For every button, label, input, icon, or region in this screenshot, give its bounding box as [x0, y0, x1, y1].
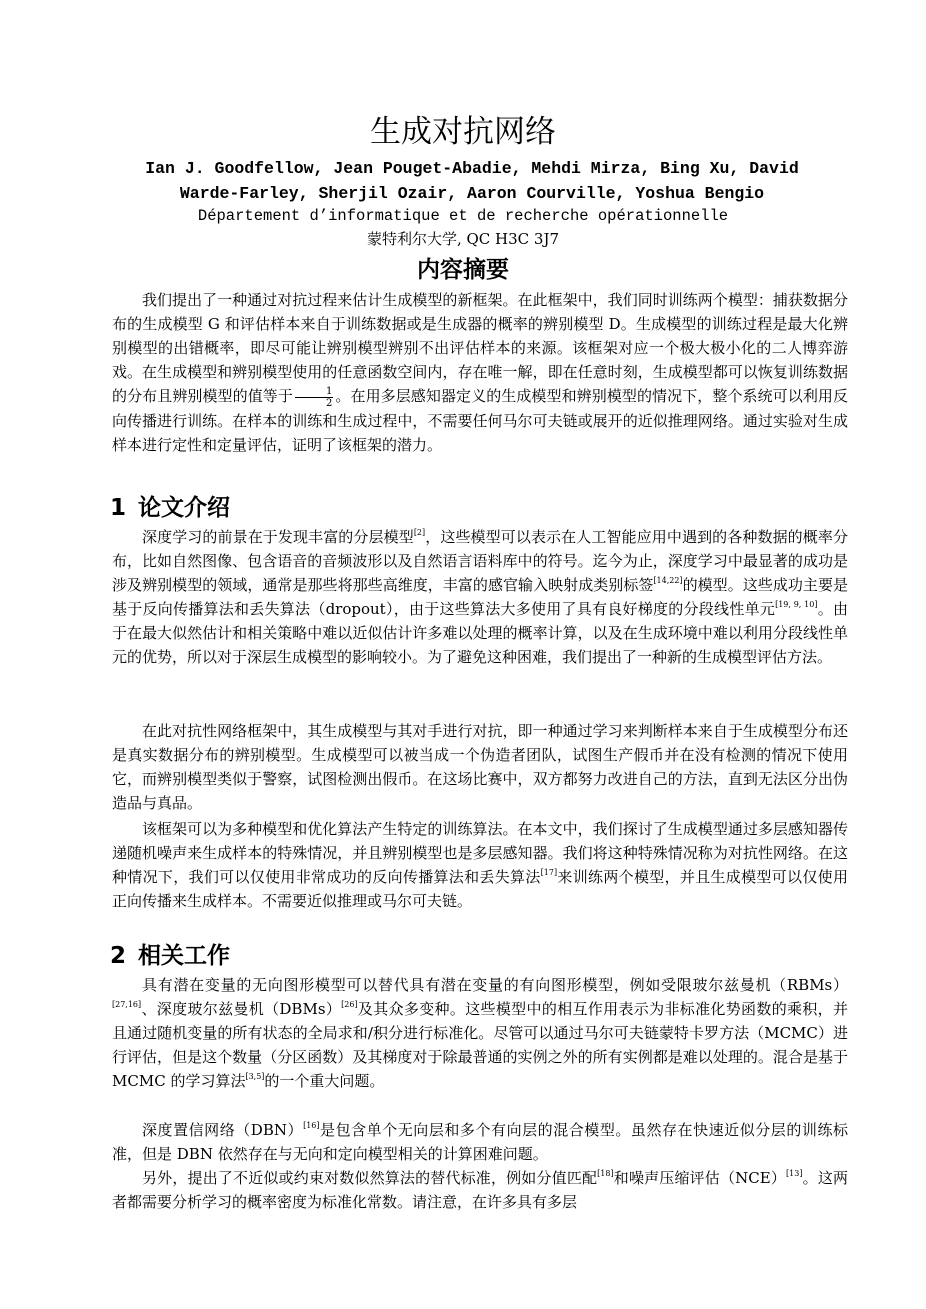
- affiliation-university: 蒙特利尔大学, QC H3C 3J7: [366, 230, 560, 248]
- citation: [3,5]: [245, 1072, 265, 1081]
- section-2-heading: 2 相关工作: [110, 943, 231, 969]
- section-1-paragraph-1: 深度学习的前景在于发现丰富的分层模型[2]，这些模型可以表示在人工智能应用中遇到的各种数据的概率分布，比如自然图像、包含语音的音频波形以及自然语言语料库中的符号。迄今为止，深度学习中最显著的成功是涉及辨别模型的领域，通常是那些将那些高维度，丰富的感官输入映射成类别标签[14,22]的模型。这些成功主要是基于反向传播算法和丢失算法（dropout），由于这些算法大多使用了具有良好梯度的分段线性单元[19, 9, 10]。由于在最大似然估计和相关策略中难以近似估计许多难以处理的概率计算，以及在生成环境中难以利用分段线性单元的优势，所以对于深层生成模型的影响较小。为了避免这种困难，我们提出了一种新的生成模型评估方法。: [112, 528, 848, 666]
- abstract-heading: 内容摘要: [417, 257, 509, 283]
- citation: [18]: [597, 1169, 614, 1178]
- section-1-paragraph-3: 该框架可以为多种模型和优化算法产生特定的训练算法。在本文中，我们探讨了生成模型通过多层感知器传递随机噪声来生成样本的特殊情况，并且辨别模型也是多层感知器。我们将这种特殊情况称为对抗性网络。在这种情况下，我们可以仅使用非常成功的反向传播算法和丢失算法[17]来训练两个模型，并且生成模型可以仅使用正向传播来生成样本。不需要近似推理或马尔可夫链。: [112, 820, 848, 910]
- citation: [17]: [540, 868, 558, 877]
- section-2-paragraph-1: 具有潜在变量的无向图形模型可以替代具有潜在变量的有向图形模型，例如受限玻尔兹曼机（RBMs）[27,16]、深度玻尔兹曼机（DBMs）[26]及其众多变种。这些模型中的相互作用表示为非标准化势函数的乘积，并且通过随机变量的所有状态的全局求和/积分进行标准化。尽管可以通过马尔可夫链蒙特卡罗方法（MCMC）进行评估，但是这个数量（分区函数）及其梯度对于除最普通的实例之外的所有实例都是难以处理的。混合是基于 MCMC 的学习算法[3,5]的一个重大问题。: [112, 976, 848, 1090]
- citation: [26]: [341, 1000, 358, 1009]
- citation: [2]: [413, 528, 426, 537]
- citation: [16]: [303, 1121, 320, 1130]
- fraction-one-half: $\frac{1}{2}$: [295, 386, 333, 409]
- section-1-heading: 1 论文介绍: [110, 495, 231, 521]
- author-list: Ian J. Goodfellow, Jean Pouget-Abadie, Mehdi Mirza, Bing Xu, David Warde-Farley, Sherjil Ozair, Aaron Courville, Yoshua Bengio: [145, 159, 799, 203]
- abstract-paragraph: 我们提出了一种通过对抗过程来估计生成模型的新框架。在此框架中，我们同时训练两个模型：捕获数据分布的生成模型 G 和评估样本来自于训练数据或是生成器的概率的辨别模型 D。生成模型的训练过程是最大化辨别模型的出错概率，即尽可能让辨别模型辨别不出评估样本的来源。该框架对应一个极大极小化的二人博弈游戏。在生成模型和辨别模型使用的任意函数空间内，存在唯一解，即在任意时刻，生成模型都可以恢复训练数据的分布且辨别模型的值等于 $\frac{1}{2}$ 。在用多层感知器定义的生成模型和辨别模型的情况下，整个系统可以利用反向传播进行训练。在样本的训练和生成过程中，不需要任何马尔可夫链或展开的近似推理网络。通过实验对生成样本进行定性和定量评估，证明了该框架的潜力。: [112, 291, 848, 454]
- affiliation-department: Département d’informatique et de recherche opérationnelle: [197, 207, 729, 225]
- citation: [27,16]: [112, 1000, 142, 1009]
- section-2-paragraph-2: 深度置信网络（DBN）[16]是包含单个无向层和多个有向层的混合模型。虽然存在快速近似分层的训练标准，但是 DBN 依然存在与无向和定向模型相关的计算困难问题。: [112, 1121, 848, 1163]
- paper-title: 生成对抗网络: [370, 114, 556, 150]
- section-1-paragraph-2: 在此对抗性网络框架中，其生成模型与其对手进行对抗，即一种通过学习来判断样本来自于生成模型分布还是真实数据分布的辨别模型。生成模型可以被当成一个伪造者团队，试图生产假币并在没有检测的情况下使用它，而辨别模型类似于警察，试图检测出假币。在这场比赛中，双方都努力改进自己的方法，直到无法区分出伪造品与真品。: [112, 722, 848, 812]
- citation: [19, 9, 10]: [775, 600, 818, 609]
- section-2-paragraph-3: 另外，提出了不近似或约束对数似然算法的替代标准，例如分值匹配[18]和噪声压缩评估（NCE）[13]。这两者都需要分析学习的概率密度为标准化常数。请注意，在许多具有多层: [112, 1169, 848, 1211]
- citation: [13]: [786, 1169, 803, 1178]
- citation: [14,22]: [653, 576, 683, 585]
